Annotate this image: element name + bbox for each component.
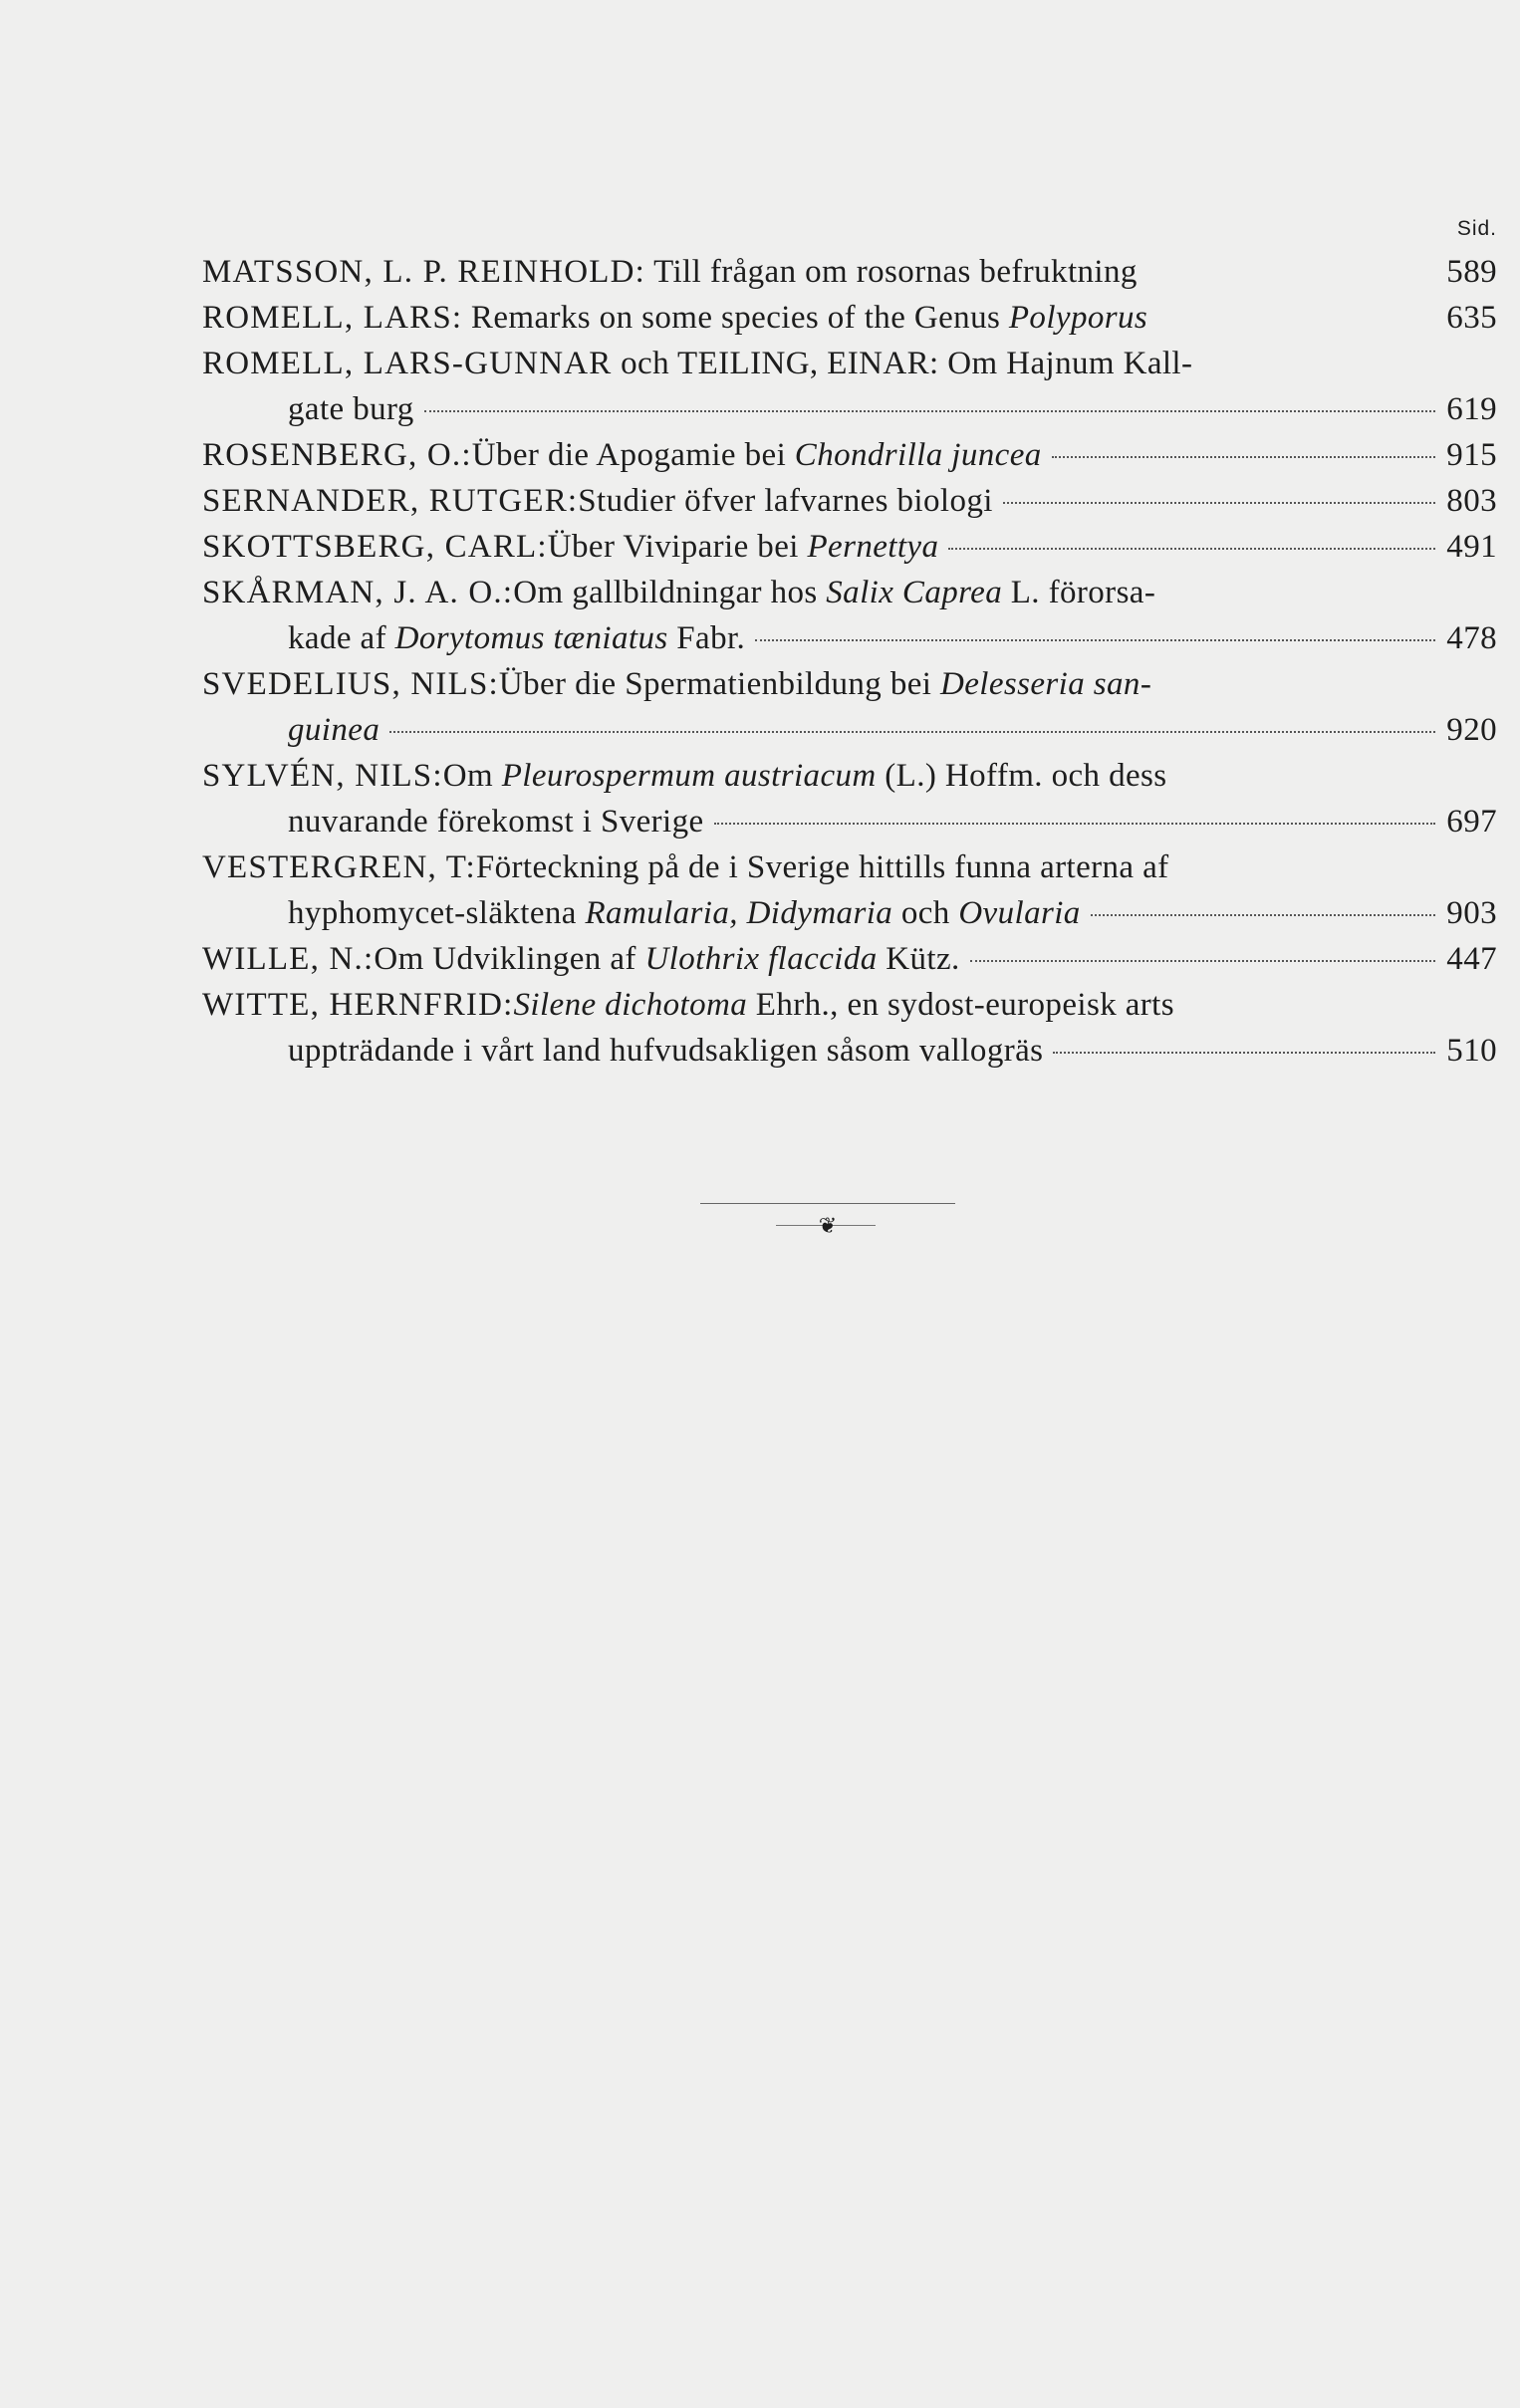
entry-title-continued: gate burg xyxy=(288,391,414,427)
author-index-list xyxy=(202,249,1497,1074)
index-entry xyxy=(202,661,1497,753)
index-entry xyxy=(202,570,1497,661)
entry-author: VESTERGREN, T: xyxy=(202,849,476,885)
entry-page-number: 510 xyxy=(1446,1033,1497,1069)
entry-title: Über Viviparie bei Pernettya xyxy=(547,529,939,565)
entry-author: SKOTTSBERG, CARL: xyxy=(202,529,548,565)
entry-page-number: 491 xyxy=(1446,529,1497,565)
index-entry xyxy=(202,524,1497,570)
entry-author: SVEDELIUS, NILS: xyxy=(202,666,499,702)
entry-author: ROMELL, LARS: xyxy=(202,300,463,336)
entry-title: Om Udviklingen af Ulothrix flaccida Kütz. xyxy=(374,941,960,977)
entry-author: ROSENBERG, O.: xyxy=(202,437,472,473)
index-entry xyxy=(202,936,1497,982)
leader-dots xyxy=(970,960,1435,962)
leader-dots xyxy=(948,548,1435,550)
entry-title: Till frågan om rosornas befruktning xyxy=(645,254,1138,290)
leader-dots xyxy=(424,410,1435,412)
entry-author: SYLVÉN, NILS: xyxy=(202,758,443,794)
entry-author: SERNANDER, RUTGER: xyxy=(202,483,579,519)
leader-dots xyxy=(1003,502,1435,504)
index-entry xyxy=(202,982,1497,1074)
index-entry xyxy=(202,341,1497,432)
entry-title: Förteckning på de i Sverige hittills funna arterna af xyxy=(475,849,1169,885)
entry-title-continued: nuvarande förekomst i Sverige xyxy=(288,804,704,840)
index-entry xyxy=(202,478,1497,524)
entry-author: WILLE, N.: xyxy=(202,941,375,977)
entry-title: Über die Spermatienbildung bei Delesseria san- xyxy=(498,666,1152,702)
index-entry xyxy=(202,249,1497,295)
entry-author: SKÅRMAN, J. A. O.: xyxy=(202,575,514,610)
entry-page-number: 447 xyxy=(1446,941,1497,977)
leader-dots xyxy=(714,823,1435,825)
leader-dots xyxy=(1052,456,1435,458)
entry-title: Remarks on some species of the Genus Polyporus xyxy=(462,300,1148,336)
index-entry xyxy=(202,753,1497,844)
entry-title-continued: hyphomycet-släktena Ramularia, Didymaria och Ovularia xyxy=(288,895,1081,931)
entry-page-number: 635 xyxy=(1446,300,1497,336)
index-entry xyxy=(202,295,1497,341)
leader-dots xyxy=(389,731,1435,733)
index-entry xyxy=(202,844,1497,936)
fleuron-icon: ❦ xyxy=(818,1213,838,1238)
leader-dots xyxy=(755,639,1435,641)
end-ornament xyxy=(700,1203,955,1243)
entry-title-continued: kade af Dorytomus tæniatus Fabr. xyxy=(288,620,746,656)
entry-page-number: 697 xyxy=(1446,804,1497,840)
page-column-header: Sid. xyxy=(1456,217,1497,240)
entry-title: Studier öfver lafvarnes biologi xyxy=(578,483,993,519)
entry-page-number: 920 xyxy=(1446,712,1497,748)
entry-title-continued: guinea xyxy=(288,712,380,748)
entry-title-continued: uppträdande i vårt land hufvudsakligen såsom vallogräs xyxy=(288,1033,1044,1069)
entry-title: Silene dichotoma Ehrh., en sydost-europeisk arts xyxy=(513,987,1174,1023)
entry-author: WITTE, HERNFRID: xyxy=(202,987,514,1023)
entry-title: Om gallbildningar hos Salix Caprea L. förorsa- xyxy=(513,575,1156,610)
entry-page-number: 915 xyxy=(1446,437,1497,473)
entry-title: Om Pleurospermum austriacum (L.) Hoffm. och dess xyxy=(442,758,1167,794)
ornament-rule xyxy=(700,1203,955,1204)
entry-page-number: 803 xyxy=(1446,483,1497,519)
entry-title: Über die Apogamie bei Chondrilla juncea xyxy=(471,437,1042,473)
entry-page-number: 478 xyxy=(1446,620,1497,656)
index-entry xyxy=(202,432,1497,478)
leader-dots xyxy=(1091,914,1435,916)
entry-author: MATSSON, L. P. REINHOLD: xyxy=(202,254,646,290)
entry-page-number: 619 xyxy=(1446,391,1497,427)
entry-page-number: 589 xyxy=(1446,254,1497,290)
entry-author: ROMELL, LARS-GUNNAR xyxy=(202,346,613,381)
entry-page-number: 903 xyxy=(1446,895,1497,931)
leader-dots xyxy=(1053,1052,1435,1054)
entry-title: och TEILING, EINAR: Om Hajnum Kall- xyxy=(612,346,1193,381)
